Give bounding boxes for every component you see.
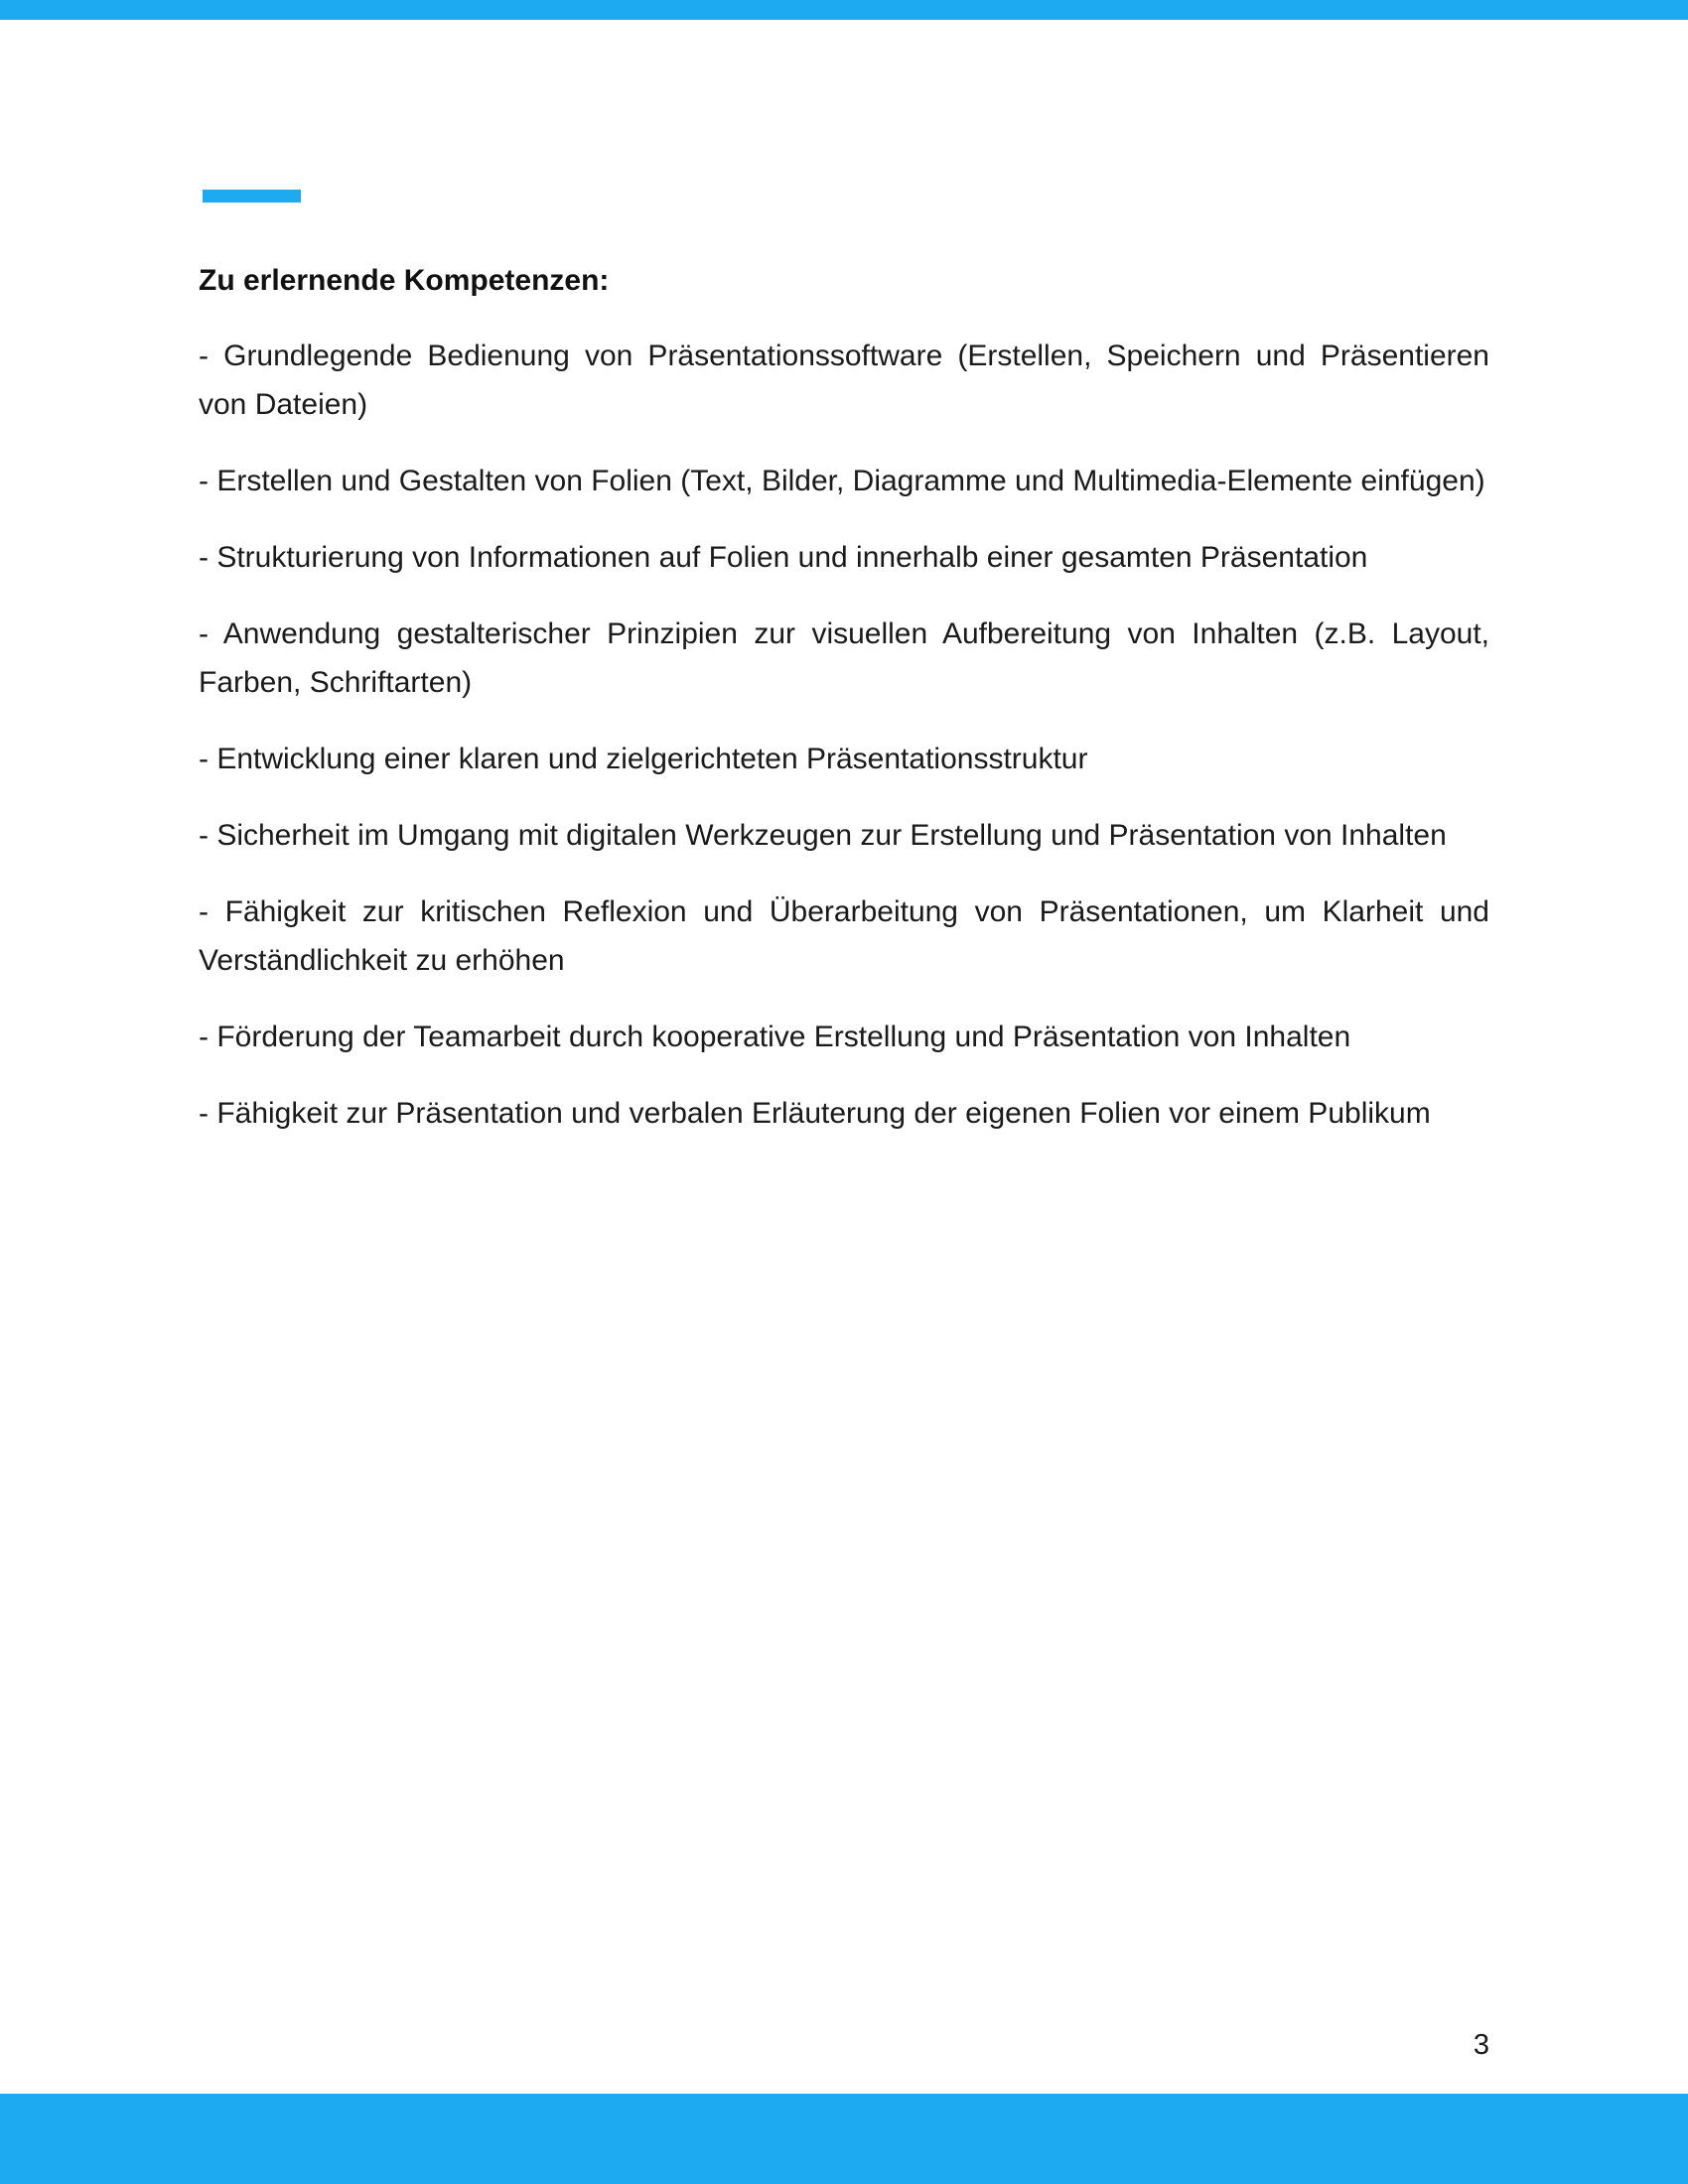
list-item: - Fähigkeit zur kritischen Reflexion und Überarbeitung von Präsentationen, um Klarheit und Verständlichkeit zu erhöhen — [199, 895, 1489, 977]
list-item: - Fähigkeit zur Präsentation und verbalen Erläuterung der eigenen Folien vor einem Publikum — [199, 1097, 1431, 1130]
section-heading: Zu erlernende Kompetenzen: — [199, 264, 610, 297]
list-item: - Sicherheit im Umgang mit digitalen Werkzeugen zur Erstellung und Präsentation von Inhalten — [199, 819, 1447, 852]
section-accent-dash — [203, 190, 301, 203]
bottom-accent-bar — [0, 2094, 1688, 2184]
list-item: - Grundlegende Bedienung von Präsentationssoftware (Erstellen, Speichern und Präsentieren von Dateien) — [199, 340, 1489, 421]
list-item: - Erstellen und Gestalten von Folien (Text, Bilder, Diagramme und Multimedia-Elemente einfügen) — [199, 465, 1485, 497]
list-item: - Förderung der Teamarbeit durch kooperative Erstellung und Präsentation von Inhalten — [199, 1021, 1351, 1053]
page-number: 3 — [1473, 2029, 1489, 2061]
list-item: - Strukturierung von Informationen auf Folien und innerhalb einer gesamten Präsentation — [199, 541, 1368, 574]
document-body — [199, 256, 1489, 1165]
list-item: - Entwicklung einer klaren und zielgerichteten Präsentationsstruktur — [199, 743, 1088, 775]
list-item: - Anwendung gestalterischer Prinzipien zur visuellen Aufbereitung von Inhalten (z.B. Layout, Farben, Schriftarten) — [199, 617, 1489, 699]
top-accent-bar — [0, 0, 1688, 20]
